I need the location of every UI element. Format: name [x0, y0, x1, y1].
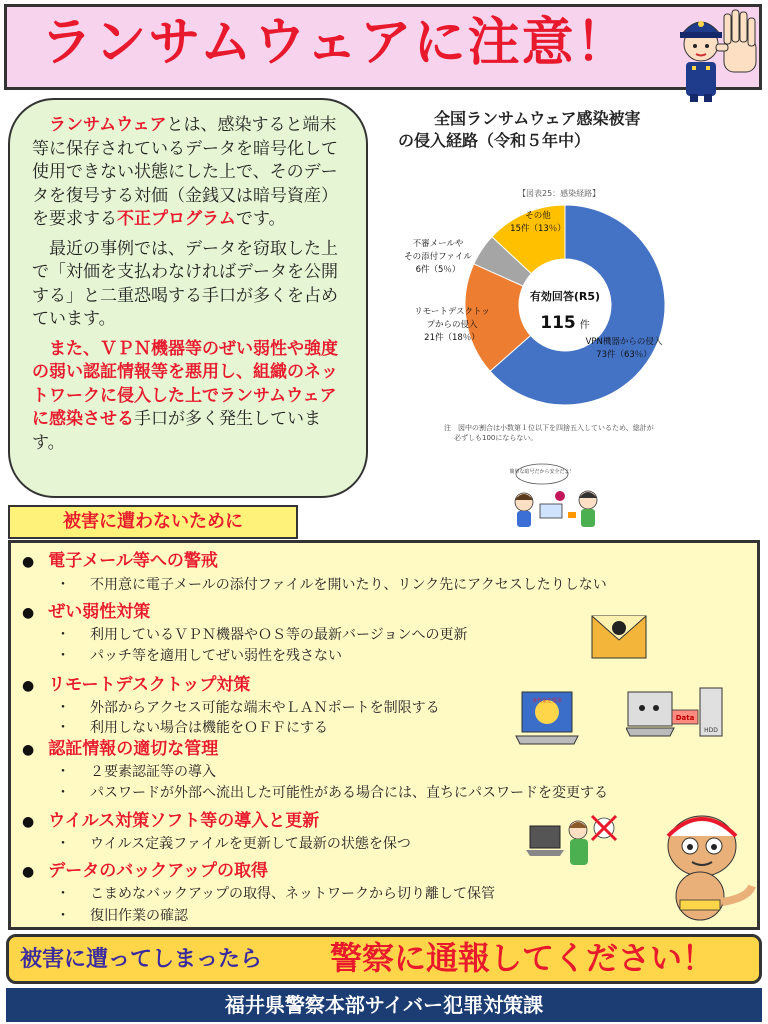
slice-label: その他 [525, 211, 551, 221]
hdd-label: HDD [704, 727, 718, 734]
tip-item: ・ 外部からアクセス可能な端末やＬＡＮポートを制限する [56, 700, 440, 716]
definition-paragraph-1: ランサムウェアとは、感染すると端末等に保存されているデータを暗号化して使用できない状態にした上で、そのデータを復号する対価（金銭又は暗号資産）を要求する不正プログラムです。 [32, 115, 338, 229]
chart-note-line-2: 必ずしも100にならない。 [454, 434, 538, 442]
police-officer-illustration [662, 4, 766, 104]
infection-route-donut-chart [398, 182, 728, 462]
ransom-laptop-illustration [514, 690, 580, 748]
tip-item: ・ 利用しているＶＰＮ機器やＯＳ等の最新バージョンへの更新 [56, 627, 468, 643]
agency-name-bar: 福井県警察本部サイバー犯罪対策課 [6, 988, 762, 1022]
tip-item: ・ 不用意に電子メールの添付ファイルを開いたり、リンク先にアクセスしたりしない [56, 577, 607, 593]
infected-envelope-illustration [590, 606, 648, 662]
section-backup-title: ● データのバックアップの取得 [22, 861, 269, 881]
data-theft-illustration [626, 686, 726, 740]
slice-label: その添付ファイル [404, 252, 472, 262]
slice-label: 73件（63％） [596, 350, 652, 360]
speech-bubble-text: 簡単な暗号だから安全だよ！ [509, 469, 575, 475]
antivirus-user-illustration [526, 812, 618, 872]
section-vulnerability-title: ● ぜい弱性対策 [22, 602, 151, 622]
section-credentials-title: ● 認証情報の適切な管理 [22, 739, 219, 759]
tip-item: ・ ウイルス定義ファイルを更新して最新の状態を保つ [56, 836, 411, 852]
definition-paragraph-3: また、ＶＰＮ機器等のぜい弱性や強度の弱い認証情報等を悪用し、組織のネットワークに侵入した上でランサムウェアに感染させる手口が多く発生しています。 [32, 338, 338, 453]
section-antivirus-title: ● ウイルス対策ソフト等の導入と更新 [22, 811, 320, 831]
slice-label: プからの侵入 [426, 320, 478, 330]
chart-title: 全国ランサムウェア感染被害 の侵入経路（令和５年中） [398, 109, 641, 150]
report-callout-lead: 被害に遭ってしまったら [20, 947, 263, 972]
page-title: ランサムウェアに注意！ [40, 13, 630, 73]
definition-paragraph-2: 最近の事例では、データを窃取した上で「対価を支払わなければデータを公開する」と二重恐喝する手口が多くを占めています。 [32, 238, 338, 329]
tip-item: ・ パスワードが外部へ流出した可能性がある場合には、直ちにパスワードを変更する [56, 785, 608, 801]
center-label: 有効回答(R5) [529, 290, 601, 303]
slice-label: 不審メールや [412, 239, 464, 249]
mascot-character [652, 806, 758, 930]
section-email-warning-title: ● 電子メール等への警戒 [22, 551, 218, 571]
slice-label: VPN機器からの侵入 [585, 337, 663, 347]
children-computer-illustration [502, 462, 612, 532]
tips-tab-label: 被害に遭わないために [63, 511, 243, 532]
center-total: 115 件 [540, 313, 590, 333]
slice-label: 15件（13％） [510, 224, 566, 234]
ransomware-definition-box [8, 98, 368, 498]
tip-item: ・ ２要素認証等の導入 [56, 764, 216, 780]
tip-item: ・ こまめなバックアップの取得、ネットワークから切り離して保管 [56, 886, 496, 902]
ransom-screen-text: 身代金を要求 [531, 698, 563, 704]
tip-item: ・ パッチ等を適用してぜい弱性を残さない [56, 648, 342, 664]
report-callout-main: 警察に通報してください！ [330, 939, 715, 977]
slice-label: 6件（5％） [415, 265, 461, 275]
data-label: Data [675, 714, 695, 722]
figure-label: 【図表25：感染経路】 [518, 189, 601, 198]
section-remote-desktop-title: ● リモートデスクトップ対策 [22, 675, 251, 695]
chart-note-line-1: 注 図中の割合は小数第１位以下を四捨五入しているため、総計が [444, 424, 654, 432]
tip-item: ・ 利用しない場合は機能をＯＦＦにする [56, 720, 328, 736]
slice-label: リモートデスクトッ [414, 307, 490, 317]
tip-item: ・ 復旧作業の確認 [56, 908, 188, 924]
slice-label: 21件（18％） [424, 333, 480, 343]
